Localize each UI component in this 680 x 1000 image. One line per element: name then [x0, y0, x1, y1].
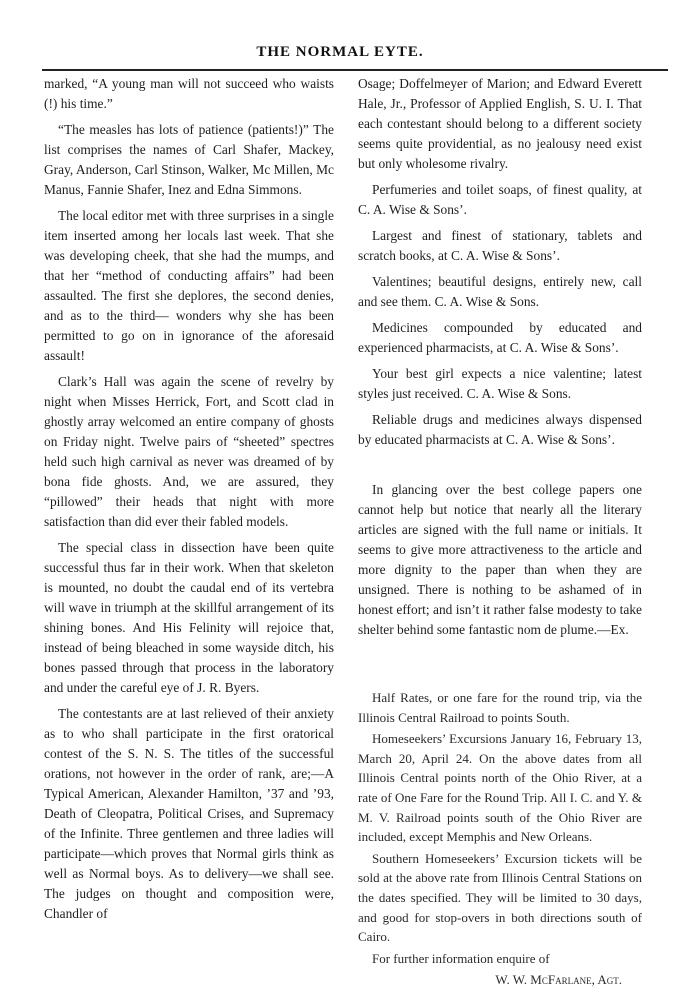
railroad-half-rates: Half Rates, or one fare for the round trip, via the Illinois Central Railroad to points South.	[358, 690, 642, 725]
page-title: THE NORMAL EYTE.	[256, 44, 424, 60]
paragraph-judges-continued: Osage; Doffelmeyer of Marion; and Edward Everett Hale, Jr., Professor of Applied English, S. U. I. That each contestant should belong to a different society seems quite providential, as no jealousy need exist but only wholesome rivalry.	[358, 76, 642, 171]
paragraph-contestants: The contestants are at last relieved of their anxiety as to who shall participate in the first oratorical contest of the S. N. S. The titles of the successful orations, not however in the order of rank, are;—A Typical American, Alexander Hamilton, ’37 and ’93, Death of Cleopatra, Political Crises, and Supremacy of the Infinite. Three gentlemen and three ladies will participate—which proves that Normal girls think as well as Normal boys. As to delivery—we shall see. The judges on thought and composition were, Chandler of	[44, 706, 334, 921]
paragraph-measles: “The measles has lots of patience (patients!)” The list comprises the names of Carl Shafer, Mackey, Gray, Anderson, Carl Stinson, Walker, Mc Millen, Mc Manus, Fannie Shafer, Inez and Edna Simmons.	[44, 122, 334, 197]
railroad-enquire: For further information enquire of	[372, 950, 550, 966]
header-divider	[42, 69, 668, 71]
ad-best-girl: Your best girl expects a nice valentine; latest styles just received. C. A. Wise & Sons.	[358, 366, 642, 401]
railroad-advertisement	[358, 688, 642, 990]
ad-valentines: Valentines; beautiful designs, entirely new, call and see them. C. A. Wise & Sons.	[358, 274, 642, 309]
railroad-southern-tickets: Southern Homeseekers’ Excursion tickets will be sold at the above rate from Illinois Central Stations on the dates specified. They will be limited to 30 days, and good for stop-overs in both directions south of Cairo.	[358, 850, 642, 945]
railroad-homeseekers: Homeseekers’ Excursions January 16, February 13, March 20, April 24. On the above dates from all Illinois Central points north of the Ohio River, at a rate of One Fare for the Round Trip. All I. C. and Y. & M. V. Railroad points south of the Ohio River are included, except Memphis and New Orleans.	[358, 731, 642, 845]
ad-perfumeries: Perfumeries and toilet soaps, of finest quality, at C. A. Wise & Sons’.	[358, 182, 642, 217]
paragraph-local-editor: The local editor met with three surprises in a single item inserted among her locals last week. That she was developing cheek, that she had the mumps, and that her “method of conducting affairs” had been assaulted. The first she deplores, the second denies, and as to the third— wonders why she has been permitted to go on in ignorance of the aforesaid assault!	[44, 208, 334, 363]
ad-stationary: Largest and finest of stationary, tablets and scratch books, at C. A. Wise & Sons’.	[358, 228, 642, 263]
paragraph-clarks-hall: Clark’s Hall was again the scene of revelry by night when Misses Herrick, Fort, and Scott clad in ghostly array welcomed an entire company of ghosts on Friday night. Twelve pairs of “sheeted” spectres held such high carnival as never was dreamed of by bona fide ghosts. And, we are assured, they “pillowed” their heads that night with more satisfaction than did ever their fabled models.	[44, 374, 334, 529]
left-column	[44, 74, 334, 930]
paragraph-college-papers: In glancing over the best college papers one cannot help but notice that nearly all the literary articles are signed with the full name or initials. It seems to give more attractiveness to the article and more dignity to the paper than when they are unsigned. There is nothing to be ashamed of in honest effort; and isn’t it rather false modesty to take shelter behind some fantastic nom de plume.—Ex.	[358, 482, 642, 637]
right-column	[358, 74, 642, 996]
paragraph-dissection: The special class in dissection have been quite successful thus far in their work. When that skeleton is mounted, no doubt the caudal end of its vertebra will wave in triumph at the skillful arrangement of its shining bones. And His Felinity will rejoice that, instead of being bleached in some wayside ditch, his bones passed through that process in the laboratory and under the careful eye of J. R. Byers.	[44, 540, 334, 695]
ad-reliable-drugs: Reliable drugs and medicines always dispensed by educated pharmacists at C. A. Wise & Sons’.	[358, 412, 642, 447]
paragraph-continued: marked, “A young man will not succeed who waists (!) his time.”	[44, 76, 334, 111]
ad-medicines: Medicines compounded by educated and experienced pharmacists, at C. A. Wise & Sons’.	[358, 320, 642, 355]
railroad-agent-signature: W. W. McFarlane, Agt.	[495, 972, 622, 988]
